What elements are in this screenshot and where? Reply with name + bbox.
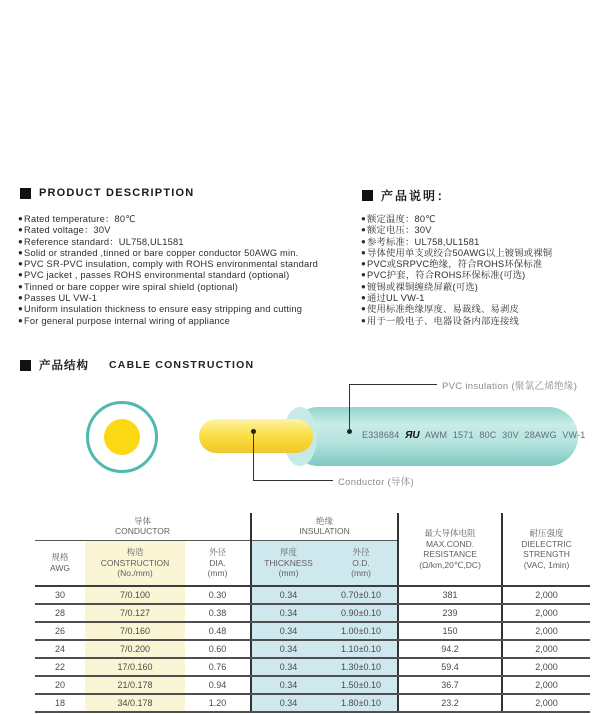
table-cell: 2,000 [502,694,590,712]
list-item: ● Solid or stranded ,tinned or bare copper conductor 50AWG min. [18,248,318,259]
table-cell: 24 [35,640,85,658]
col-header-od [325,540,398,586]
conductor-rod [199,419,313,453]
product-notes-title-text: 产品说明： [381,189,452,203]
table-row [35,658,590,676]
construction-en: CONSTRUCTION [100,557,170,568]
cable-cross-section [86,401,158,473]
list-item: ● Uniform insulation thickness to ensure easy stripping and cutting [18,304,318,315]
table-cell: 1.80±0.10 [325,694,398,712]
table-cell: 0.34 [251,640,325,658]
product-description-list [18,214,318,327]
construction-cn: 构造 [126,547,144,557]
group-header-conductor [35,513,251,540]
table-cell: 34/0.178 [85,694,185,712]
dia-en: DIA. [209,557,226,568]
od-en: O.D. [352,557,370,568]
cable-print-legend [362,430,586,441]
col-header-construction [85,540,185,586]
table-cell: 1.20 [185,694,251,712]
table-cell: 0.90±0.10 [325,604,398,622]
group-conductor-cn: 导体 [134,515,152,526]
od-cn: 外径 [352,547,370,557]
construction-unit: (No./mm) [117,568,153,578]
table-row [35,622,590,640]
table-cell: 0.70±0.10 [325,586,398,604]
dielectric-en2: STRENGTH [523,549,570,559]
group-header-insulation [251,513,398,540]
table-cell: 1.50±0.10 [325,676,398,694]
table-cell: 150 [398,622,502,640]
list-item: ● PVC或SRPVC绝缘，符合ROHS环保标准 [361,259,552,270]
group-insulation-cn: 绝缘 [316,515,334,526]
table-cell: 7/0.160 [85,622,185,640]
table-cell: 20 [35,676,85,694]
group-conductor-en: CONDUCTOR [114,526,171,537]
list-item: ● 使用标准绝缘厚度、易裁线、易剥皮 [361,304,552,315]
table-cell: 2,000 [502,604,590,622]
table-cell: 30 [35,586,85,604]
thickness-cn: 厚度 [280,547,298,557]
conductor-core-circle [104,419,140,455]
conductor-callout-label: Conductor (导体) [338,477,414,488]
table-cell: 239 [398,604,502,622]
list-item: ● Tinned or bare copper wire spiral shield (optional) [18,282,318,293]
list-item: ● For general purpose internal wiring of appliance [18,316,318,327]
list-item: ● Rated voltage：30V [18,225,318,236]
cable-construction-title [20,357,254,373]
list-item: ● Passes UL VW-1 [18,293,318,304]
list-item: ● PVC护套，符合ROHS环保标准(可选) [361,270,552,281]
table-cell: 18 [35,694,85,712]
table-cell: 28 [35,604,85,622]
table-cell: 1.30±0.10 [325,658,398,676]
table-cell: 2,000 [502,676,590,694]
legend-file-number: E338684 [362,430,400,440]
awg-en: AWG [50,562,70,573]
table-cell: 2,000 [502,586,590,604]
thickness-unit: (mm) [278,568,299,578]
table-row [35,604,590,622]
table-cell: 26 [35,622,85,640]
list-item: ● 用于一般电子、电器设备内部连接线 [361,316,552,327]
table-cell: 0.34 [251,586,325,604]
table-cell: 22 [35,658,85,676]
col-header-dielectric [502,513,590,586]
dielectric-cn: 耐压强度 [529,528,564,538]
table-cell: 2,000 [502,640,590,658]
table-group-header-row [35,513,590,540]
insulation-callout-line-v [349,384,350,431]
table-cell: 2,000 [502,658,590,676]
resistance-cn: 最大导体电阻 [424,528,476,538]
dia-unit: (mm) [207,568,228,578]
table-cell: 0.30 [185,586,251,604]
section-marker-icon [20,188,31,199]
section-marker-icon [20,360,31,371]
table-cell: 0.38 [185,604,251,622]
table-cell: 0.34 [251,622,325,640]
list-item: ● 额定温度：80℃ [361,214,552,225]
thickness-en: THICKNESS [264,557,313,568]
table-cell: 1.10±0.10 [325,640,398,658]
dielectric-en1: DIELECTRIC [521,538,572,549]
table-cell: 0.48 [185,622,251,640]
table-cell: 17/0.160 [85,658,185,676]
col-header-resistance [398,513,502,586]
list-item: ● 镀锡或裸铜缠绕屏蔽(可选) [361,282,552,293]
dielectric-unit: (VAC, 1min) [523,559,570,570]
table-row [35,676,590,694]
insulation-callout-line-h [349,384,437,385]
table-cell: 21/0.178 [85,676,185,694]
list-item: ● PVC jacket , passes ROHS environmental standard (optional) [18,270,318,281]
list-item: ● 通过UL VW-1 [361,293,552,304]
list-item: ● Reference standard：UL758,UL1581 [18,237,318,248]
table-row [35,640,590,658]
table-row [35,694,590,712]
product-description-title [20,187,194,199]
table-cell: 0.34 [251,676,325,694]
table-cell: 0.34 [251,658,325,676]
spec-table [35,513,590,713]
list-item: ● PVC SR-PVC insulation, comply with ROHS environmental standard [18,259,318,270]
list-item: ● 参考标准：UL758,UL1581 [361,237,552,248]
table-cell: 0.34 [251,694,325,712]
od-unit: (mm) [351,568,371,578]
ul-recognized-mark-icon: ЯU [405,430,420,441]
table-cell: 0.60 [185,640,251,658]
table-cell: 381 [398,586,502,604]
list-item: ● Rated temperature：80℃ [18,214,318,225]
dia-cn: 外径 [209,547,227,557]
section-marker-icon [362,190,373,201]
resistance-en2: RESISTANCE [423,549,477,559]
legend-rating-text: AWM 1571 80C 30V 28AWG VW-1 [424,430,586,440]
insulation-callout-label: PVC insulation (聚氯乙烯绝缘) [442,381,578,392]
product-notes-title [362,187,451,204]
col-header-awg [35,540,85,586]
table-cell: 0.94 [185,676,251,694]
table-cell: 7/0.200 [85,640,185,658]
table-cell: 7/0.127 [85,604,185,622]
list-item: ● 额定电压：30V [361,225,552,236]
cable-construction-title-cn: 产品结构 [39,360,89,372]
resistance-unit: (Ω/km,20℃,DC) [419,559,481,570]
conductor-callout-line-v [253,433,254,480]
resistance-en1: MAX.COND. [425,538,475,549]
cable-construction-title-en: CABLE CONSTRUCTION [109,359,255,371]
col-header-dia [185,540,251,586]
table-cell: 0.76 [185,658,251,676]
product-notes-list [361,214,552,327]
table-cell: 1.00±0.10 [325,622,398,640]
group-insulation-en: INSULATION [299,526,350,537]
table-cell: 2,000 [502,622,590,640]
table-cell: 23.2 [398,694,502,712]
table-cell: 94.2 [398,640,502,658]
awg-cn: 规格 [51,552,69,563]
list-item: ● 导体使用单支或绞合50AWG以上镀锡或裸铜 [361,248,552,259]
table-cell: 7/0.100 [85,586,185,604]
table-cell: 59.4 [398,658,502,676]
product-description-title-text: PRODUCT DESCRIPTION [39,187,195,199]
table-cell: 0.34 [251,604,325,622]
col-header-thickness [251,540,325,586]
conductor-callout-line-h [253,480,333,481]
table-row [35,586,590,604]
table-cell: 36.7 [398,676,502,694]
